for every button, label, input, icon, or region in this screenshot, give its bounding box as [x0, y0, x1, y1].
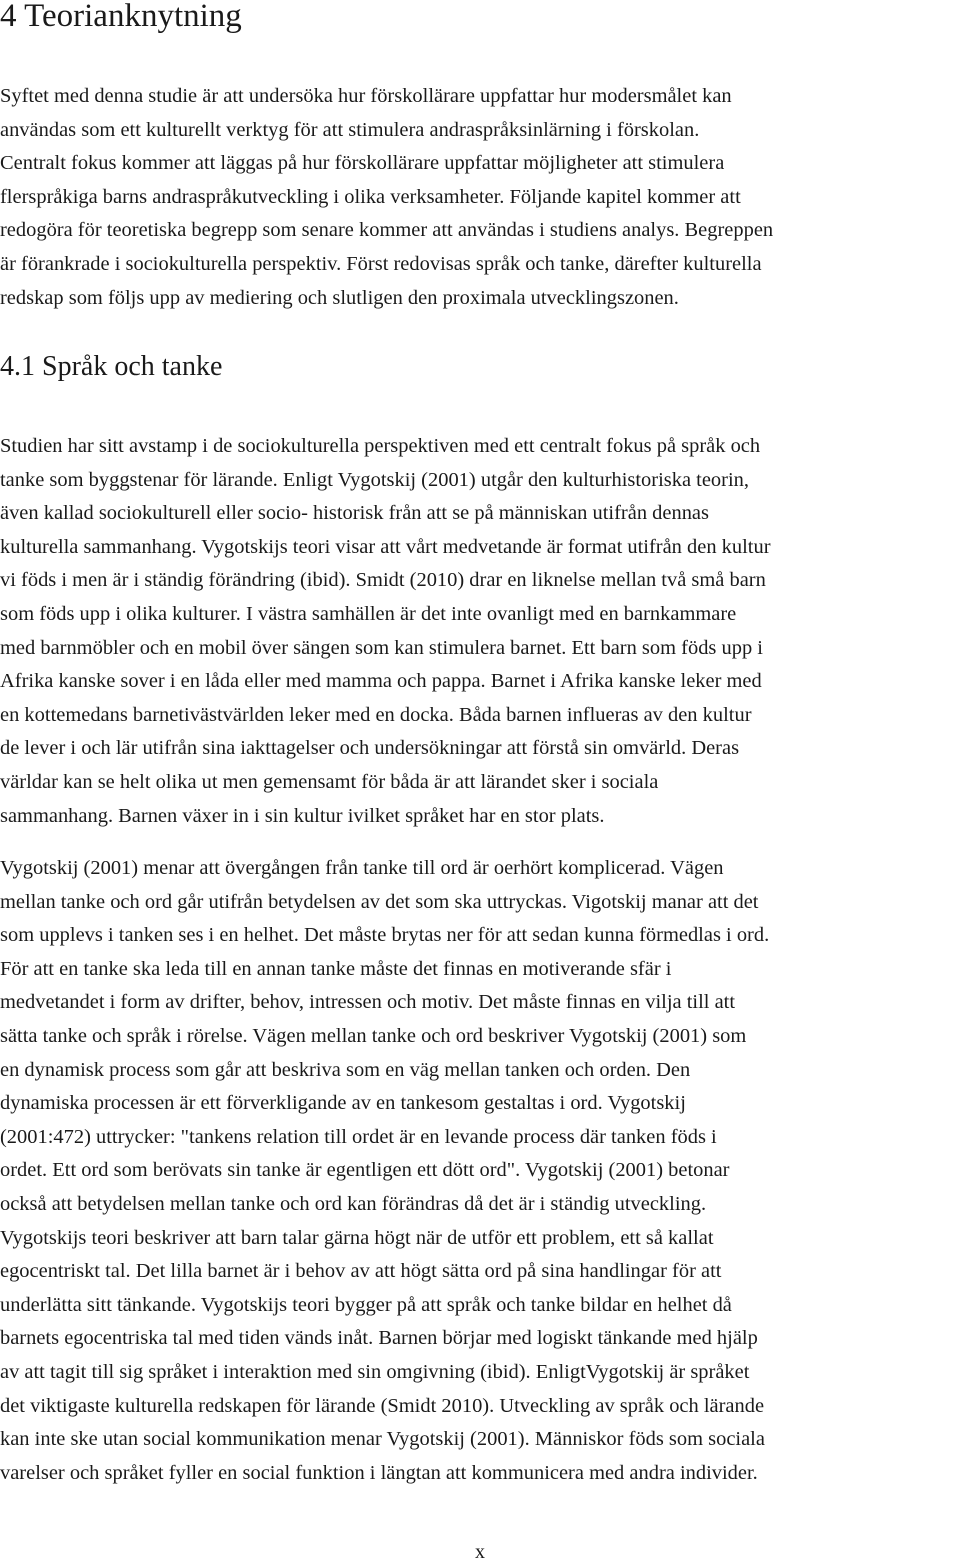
paragraph-line: världar kan se helt olika ut men gemensamt för båda är att lärandet sker i sociala: [0, 770, 659, 793]
paragraph-line: sätta tanke och språk i rörelse. Vägen mellan tanke och ord beskriver Vygotskij (2001) som: [0, 1024, 747, 1047]
paragraph-line: sammanhang. Barnen växer in i sin kultur ivilket språket har en stor plats.: [0, 804, 605, 827]
paragraph-line: kan inte ske utan social kommunikation menar Vygotskij (2001). Människor föds som sociala: [0, 1428, 765, 1451]
paragraph-line: redogöra för teoretiska begrepp som senare kommer att användas i studiens analys. Begreppen: [0, 219, 774, 242]
paragraph-line: en kottemedans barnetivästvärlden leker med en docka. Båda barnen influeras av den kultur: [0, 703, 752, 726]
paragraph-line: redskap som följs upp av mediering och slutligen den proximala utvecklingszonen.: [0, 286, 679, 309]
paragraph-line: med barnmöbler och en mobil över sängen som kan stimulera barnet. Ett barn som föds upp i: [0, 636, 763, 659]
chapter-heading: 4 Teorianknytning: [0, 0, 242, 34]
paragraph-line: (2001:472) uttrycker: "tankens relation till ordet är en levande process där tanken föds i: [0, 1125, 717, 1148]
paragraph-line: Vygotskijs teori beskriver att barn talar gärna högt när de utför ett problem, ett så kallat: [0, 1226, 714, 1249]
paragraph-line: tanke som byggstenar för lärande. Enligt Vygotskij (2001) utgår den kulturhistoriska teorin,: [0, 468, 750, 491]
paragraph-line: Vygotskij (2001) menar att övergången från tanke till ord är oerhört komplicerad. Vägen: [0, 857, 724, 879]
body-paragraph-1: [0, 430, 960, 833]
paragraph-line: de lever i och lär utifrån sina iakttagelser och undersökningar att förstå sin omvärld. Deras: [0, 737, 740, 760]
paragraph-line: som föds upp i olika kulturer. I västra samhällen är det inte ovanligt med en barnkammare: [0, 602, 737, 625]
section-heading: 4.1 Språk och tanke: [0, 351, 223, 382]
paragraph-line: Afrika kanske sover i en låda eller med mamma och pappa. Barnet i Afrika kanske leker med: [0, 670, 762, 693]
page-number: x: [475, 1541, 485, 1563]
paragraph-line: Studien har sitt avstamp i de sociokulturella perspektiven med ett centralt fokus på språk och: [0, 435, 761, 457]
paragraph-line: dynamiska processen är ett förverkligande av en tankesom gestaltas i ord. Vygotskij: [0, 1092, 686, 1115]
paragraph-line: som upplevs i tanken ses i en helhet. Det måste brytas ner för att sedan kunna förmedlas i ord.: [0, 924, 770, 947]
paragraph-line: av att tagit till sig språket i interaktion med sin omgivning (ibid). EnligtVygotskij är språket: [0, 1360, 750, 1383]
paragraph-line: det viktigaste kulturella redskapen för lärande (Smidt 2010). Utveckling av språk och lärande: [0, 1394, 765, 1417]
paragraph-line: användas som ett kulturellt verktyg för att stimulera andraspråksinlärning i förskolan.: [0, 118, 700, 141]
paragraph-line: också att betydelsen mellan tanke och ord kan förändras då det är i ständig utveckling.: [0, 1192, 707, 1215]
paragraph-line: vi föds i men är i ständig förändring (ibid). Smidt (2010) drar en liknelse mellan två små barn: [0, 569, 766, 592]
paragraph-line: barnets egocentriska tal med tiden vänds inåt. Barnen börjar med logiskt tänkande med hjälp: [0, 1327, 758, 1350]
paragraph-line: en dynamisk process som går att beskriva som en väg mellan tanken och orden. Den: [0, 1058, 691, 1081]
paragraph-line: kulturella sammanhang. Vygotskijs teori visar att vårt medvetande är format utifrån den kultur: [0, 535, 771, 558]
paragraph-line: Centralt fokus kommer att läggas på hur förskollärare uppfattar möjligheter att stimulera: [0, 152, 725, 175]
intro-paragraph: [0, 80, 960, 315]
paragraph-line: även kallad sociokulturell eller socio- historisk från att se på människan utifrån dennas: [0, 502, 709, 525]
paragraph-line: ordet. Ett ord som berövats sin tanke är egentligen ett dött ord". Vygotskij (2001) betonar: [0, 1159, 730, 1182]
paragraph-line: är förankrade i sociokulturella perspektiv. Först redovisas språk och tanke, därefter kulturella: [0, 252, 762, 275]
paragraph-line: medvetandet i form av drifter, behov, intressen och motiv. Det måste finnas en vilja till att: [0, 991, 736, 1014]
paragraph-line: För att en tanke ska leda till en annan tanke måste det finnas en motiverande sfär i: [0, 957, 672, 980]
paragraph-line: mellan tanke och ord går utifrån betydelsen av det som ska uttryckas. Vigotskij manar att det: [0, 890, 759, 913]
paragraph-line: flerspråkiga barns andraspråkutveckling i olika verksamheter. Följande kapitel kommer att: [0, 185, 741, 208]
paragraph-line: underlätta sitt tänkande. Vygotskijs teori bygger på att språk och tanke bildar en helhet då: [0, 1293, 732, 1316]
paragraph-line: varelser och språket fyller en social funktion i längtan att kommunicera med andra individer.: [0, 1461, 758, 1484]
body-paragraph-2: [0, 852, 960, 1490]
paragraph-line: Syftet med denna studie är att undersöka hur förskollärare uppfattar hur modersmålet kan: [0, 85, 732, 107]
paragraph-line: egocentriskt tal. Det lilla barnet är i behov av att högt sätta ord på sina handlingar för att: [0, 1260, 722, 1283]
